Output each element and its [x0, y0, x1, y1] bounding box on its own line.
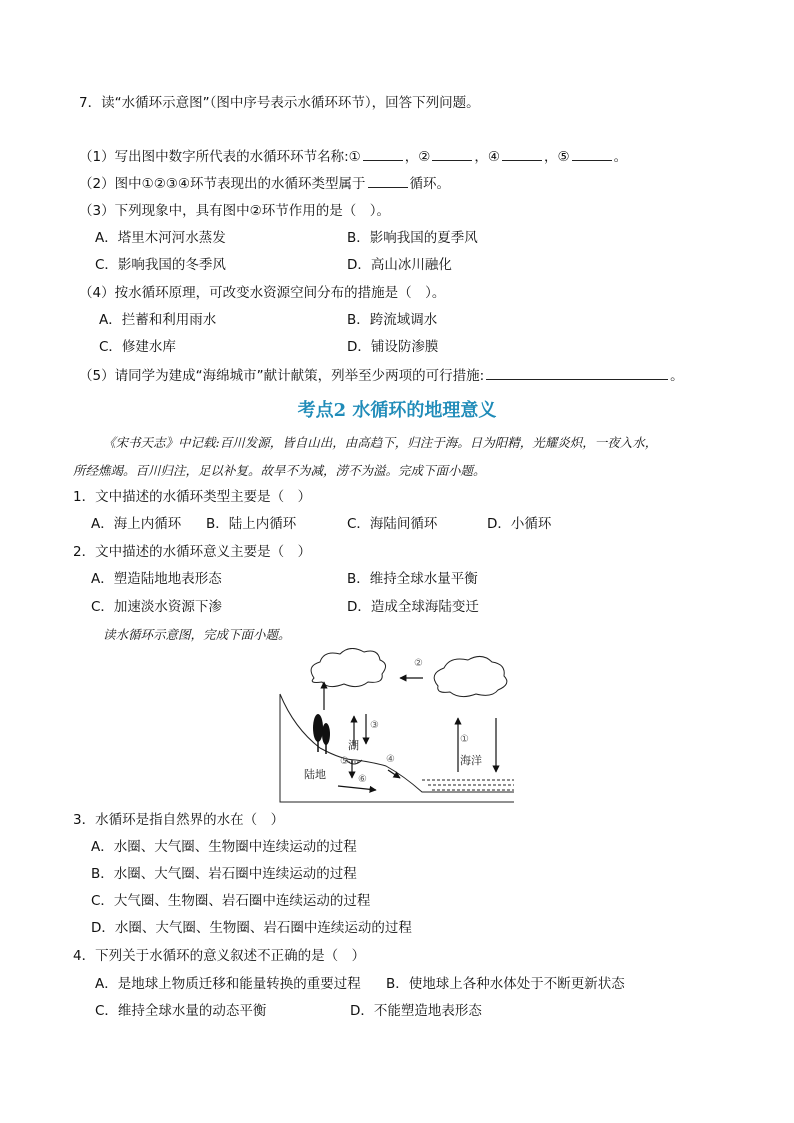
passage-line: 《宋书天志》中记载:百川发源，皆自山出，由高趋下，归注于海。日为阳精，光耀炎炽，一夜入水，: [103, 435, 658, 450]
q7-part1-item: ②: [418, 149, 431, 165]
option-a[interactable]: A．是地球上物质迁移和能量转换的重要过程: [95, 976, 361, 992]
step-2-label: ②: [414, 658, 423, 669]
q4-stem: 4．下列关于水循环的意义叙述不正确的是（ ）: [73, 948, 366, 964]
land-label: 陆地: [304, 768, 326, 781]
option-b[interactable]: B．使地球上各种水体处于不断更新状态: [386, 976, 625, 992]
option-c[interactable]: C．维持全球水量的动态平衡: [95, 1003, 267, 1019]
option-b[interactable]: B．水圈、大气圈、岩石圈中连续运动的过程: [91, 866, 357, 882]
period: 。: [613, 149, 628, 165]
q3-stem: 3．水循环是指自然界的水在（ ）: [73, 812, 285, 828]
q7-part1-item: ⑤: [557, 149, 570, 165]
answer-blank[interactable]: [486, 365, 668, 380]
answer-blank[interactable]: [432, 146, 472, 161]
q7-part2: [79, 173, 450, 194]
answer-blank[interactable]: [572, 146, 612, 161]
option-c[interactable]: C．修建水库: [99, 339, 176, 355]
tree-icon: [313, 714, 323, 752]
step-3-label: ③: [370, 720, 379, 731]
option-d[interactable]: D．高山冰川融化: [347, 257, 452, 273]
water-cycle-diagram: [276, 648, 522, 808]
q7-part1-item: ①: [348, 149, 361, 165]
step-6-label: ⑥: [358, 774, 367, 785]
ocean-water: [422, 780, 514, 790]
q7-part5-prefix: （5）请同学为建成“海绵城市”献计献策，列举至少两项的可行措施:: [79, 368, 485, 384]
section-title: 考点2 水循环的地理意义: [297, 400, 497, 421]
option-c[interactable]: C．海陆间循环: [347, 516, 438, 532]
option-d[interactable]: D．不能塑造地表形态: [350, 1003, 482, 1019]
separator: ，: [404, 149, 419, 165]
option-b[interactable]: B．影响我国的夏季风: [347, 230, 478, 246]
option-a[interactable]: A．海上内循环: [91, 516, 182, 532]
option-a[interactable]: A．拦蓄和利用雨水: [99, 312, 217, 328]
option-b[interactable]: B．维持全球水量平衡: [347, 571, 478, 587]
option-c[interactable]: C．影响我国的冬季风: [95, 257, 226, 273]
q7-part4-stem: （4）按水循环原理，可改变水资源空间分布的措施是（ ）。: [79, 285, 446, 301]
lake-label: 湖: [348, 739, 359, 752]
option-d[interactable]: D．小循环: [487, 516, 552, 532]
option-c[interactable]: C．大气圈、生物圈、岩石圈中连续运动的过程: [91, 893, 371, 909]
answer-blank[interactable]: [502, 146, 542, 161]
option-b[interactable]: B．跨流域调水: [347, 312, 438, 328]
option-a[interactable]: A．塑造陆地地表形态: [91, 571, 222, 587]
q7-part3-stem: （3）下列现象中，具有图中②环节作用的是（ ）。: [79, 203, 390, 219]
option-d[interactable]: D．水圈、大气圈、生物圈、岩石圈中连续运动的过程: [91, 920, 412, 936]
q7-stem: 7．读“水循环示意图”（图中序号表示水循环环节），回答下列问题。: [79, 95, 480, 111]
q1-stem: 1．文中描述的水循环类型主要是（ ）: [73, 489, 312, 505]
option-d[interactable]: D．铺设防渗膜: [347, 339, 439, 355]
q7-part2-suffix: 循环。: [409, 176, 450, 192]
option-a[interactable]: A．塔里木河河水蒸发: [95, 230, 226, 246]
period: 。: [670, 368, 684, 384]
q7-part5: [79, 365, 684, 386]
step-4-label: ④: [386, 754, 395, 765]
option-a[interactable]: A．水圈、大气圈、生物圈中连续运动的过程: [91, 839, 357, 855]
option-c[interactable]: C．加速淡水资源下渗: [91, 599, 222, 615]
separator: ，: [474, 149, 488, 165]
diagram-intro: 读水循环示意图，完成下面小题。: [103, 627, 291, 642]
option-b[interactable]: B．陆上内循环: [206, 516, 297, 532]
cloud-icon: [311, 648, 385, 686]
q7-part1: [79, 146, 627, 167]
q7-part1-prefix: （1）写出图中数字所代表的水循环环节名称:: [79, 149, 349, 165]
q7-part2-prefix: （2）图中①②③④环节表现出的水循环类型属于: [79, 176, 366, 192]
answer-blank[interactable]: [368, 173, 408, 188]
q2-stem: 2．文中描述的水循环意义主要是（ ）: [73, 544, 312, 560]
separator: ，: [543, 149, 558, 165]
passage-line: 所经燋竭。百川归注，足以补复。故旱不为减，涝不为溢。完成下面小题。: [73, 463, 486, 478]
step-5-label: ⑤: [340, 756, 349, 767]
step-1-label: ①: [460, 734, 469, 745]
answer-blank[interactable]: [363, 146, 403, 161]
cloud-icon: [434, 656, 507, 696]
option-d[interactable]: D．造成全球海陆变迁: [347, 599, 479, 615]
q7-part1-item: ④: [487, 149, 500, 165]
ocean-label: 海洋: [460, 754, 482, 767]
